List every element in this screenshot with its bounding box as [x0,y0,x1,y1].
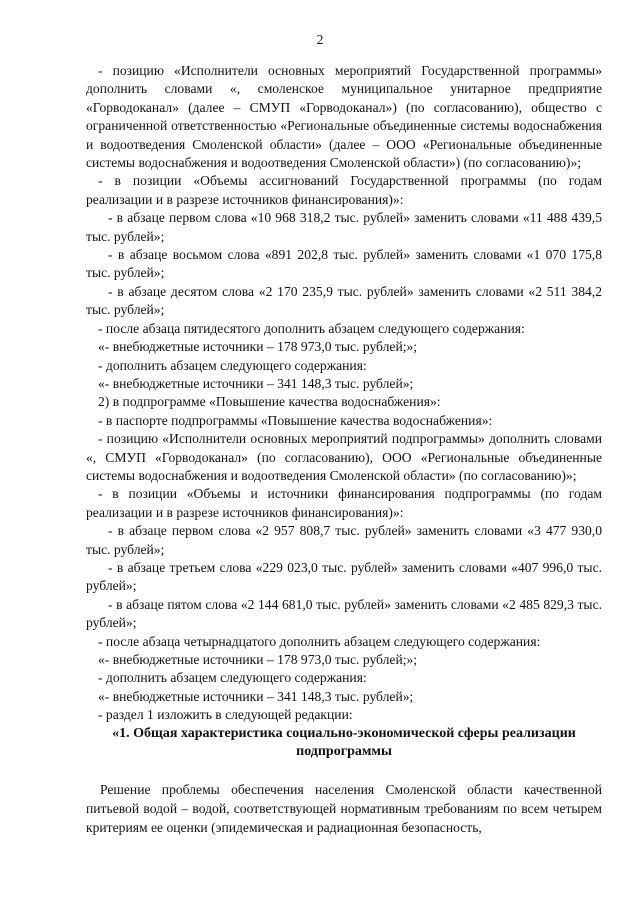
paragraph: - позицию «Исполнители основных мероприятий Государственной программы» дополнить словами «, смоленское муниципальное унитарное предприятие «Горводоканал» (далее – СМУП «Горводоканал») (по согласованию), общество с ограниченной ответственностью «Региональные объединенные системы водоснабжения и водоотведения Смоленской области» (далее – ООО «Региональные объединенные системы водоснабжения и водоотведения Смоленской области») (по согласованию)»; [86,63,602,171]
paragraph: - позицию «Исполнители основных мероприятий подпрограммы» дополнить словами «, СМУП «Горводоканал» (по согласованию), ООО «Региональные объединенные системы водоснабжения и водоотведения Смоленской области» (по согласованию)»; [86,431,602,483]
paragraph: - дополнить абзацем следующего содержания: [98,670,367,686]
paragraph: - в паспорте подпрограммы «Повышение качества водоснабжения»: [98,412,493,428]
section-heading: «1. Общая характеристика социально-экономической сферы реализации подпрограммы [112,725,576,760]
spacer [86,762,602,780]
paragraph: - в позиции «Объемы и источники финансирования подпрограммы (по годам реализации и в разрезе источников финансирования)»: [86,486,602,520]
document-body [86,62,602,837]
paragraph: - в позиции «Объемы ассигнований Государственной программы (по годам реализации и в разрезе источников финансирования)»: [86,173,602,207]
paragraph: - в абзаце первом слова «10 968 318,2 тыс. рублей» заменить словами «11 488 439,5 тыс. рублей»; [86,210,602,244]
paragraph: - раздел 1 изложить в следующей редакции: [98,707,353,723]
page-number: 2 [316,32,324,47]
paragraph: «- внебюджетные источники – 341 148,3 тыс. рублей»; [98,375,414,391]
paragraph: - в абзаце восьмом слова «891 202,8 тыс. рублей» заменить словами «1 070 175,8 тыс. рублей»; [86,247,602,281]
paragraph: - дополнить абзацем следующего содержания: [98,357,367,373]
paragraph: - в абзаце пятом слова «2 144 681,0 тыс. рублей» заменить словами «2 485 829,3 тыс. рублей»; [86,596,602,631]
paragraph: - в абзаце десятом слова «2 170 235,9 тыс. рублей» заменить словами «2 511 384,2 тыс. рублей»; [86,283,602,318]
closing-paragraph: Решение проблемы обеспечения населения Смоленской области качественной питьевой водой – водой, соответствующей нормативным требованиям по всем четырем критериям ее оценки (эпидемическая и радиационная безопасность, [86,781,602,835]
paragraph: «- внебюджетные источники – 178 973,0 тыс. рублей;»; [98,339,418,355]
paragraph: «- внебюджетные источники – 341 148,3 тыс. рублей»; [98,688,414,704]
paragraph: - после абзаца пятидесятого дополнить абзацем следующего содержания: [98,320,525,336]
paragraph: - в абзаце первом слова «2 957 808,7 тыс. рублей» заменить словами «3 477 930,0 тыс. рублей»; [86,523,602,557]
paragraph: - после абзаца четырнадцатого дополнить абзацем следующего содержания: [98,633,541,649]
paragraph: - в абзаце третьем слова «229 023,0 тыс. рублей» заменить словами «407 996,0 тыс. рублей»; [86,559,602,594]
paragraph: «- внебюджетные источники – 178 973,0 тыс. рублей;»; [98,652,418,667]
paragraph: 2) в подпрограмме «Повышение качества водоснабжения»: [98,394,441,410]
